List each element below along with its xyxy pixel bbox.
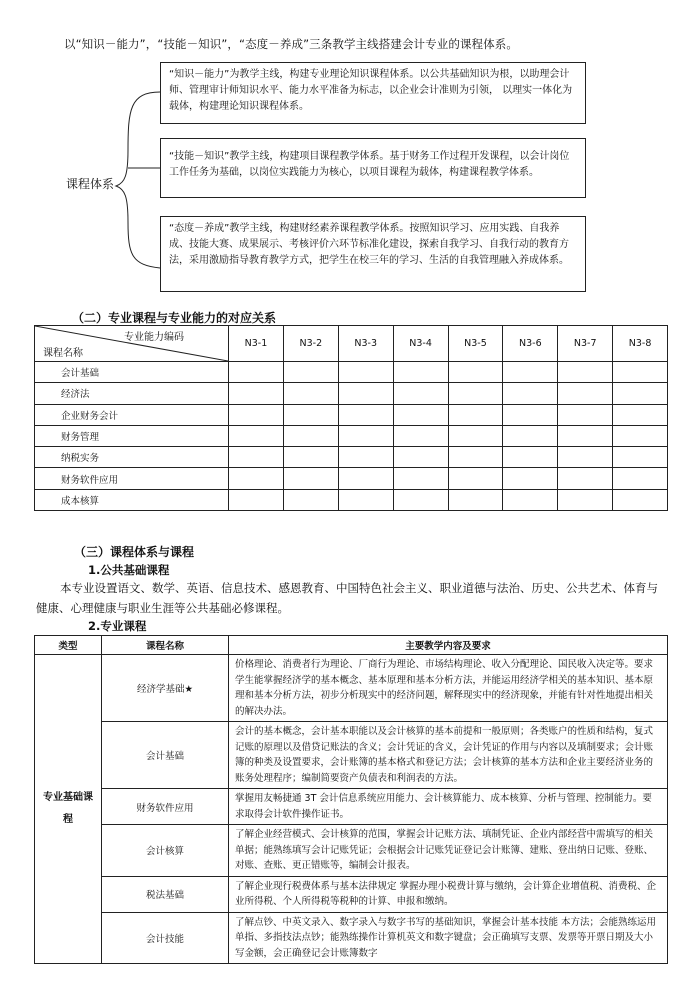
- diagonal-header-cell: [35, 326, 229, 362]
- course-name-cell: 财务软件应用: [35, 468, 229, 489]
- table-row: [35, 489, 668, 510]
- course-name-cell: 企业财务会计: [35, 404, 229, 425]
- ability-mapping-table: [34, 325, 668, 511]
- table-row: [35, 447, 668, 468]
- course-name-cell: 经济法: [35, 383, 229, 404]
- table-row: [35, 362, 668, 383]
- course-system-label: 课程体系: [66, 177, 115, 191]
- intro-text: 以“知识－能力”，“技能－知识”，“态度－养成”三条教学主线搭建会计专业的课程体系。: [64, 37, 518, 51]
- professional-courses-table: [34, 635, 668, 964]
- course-name-cell: 财务软件应用: [102, 789, 229, 825]
- table-row: [35, 468, 668, 489]
- content-header: 主要教学内容及要求: [229, 636, 668, 655]
- code-header: N3-7: [558, 326, 613, 362]
- course-name-cell: 成本核算: [35, 489, 229, 510]
- table-header-row: [35, 636, 668, 655]
- course-name-cell: 经济学基础★: [102, 655, 229, 722]
- course-content-cell: 了解企业经营模式、会计核算的范围，掌握会计记账方法、填制凭证、企业内部经营中需填写的相关单据；能熟练填写会计记账凭证；会根据会计记账凭证登记会计账簿、建账、登出纳日记账、登账、对账、查账、更正错账等，编制会计报表。: [229, 825, 668, 877]
- table-header-row: [35, 326, 668, 362]
- public-courses-paragraph: 本专业设置语文、数学、英语、信息技术、感恩教育、中国特色社会主义、职业道德与法治、历史、公共艺术、体育与健康、心理健康与职业生涯等公共基础必修课程。: [36, 581, 658, 615]
- course-name-cell: 会计基础: [35, 362, 229, 383]
- course-name-cell: 财务管理: [35, 425, 229, 446]
- table-row: [35, 404, 668, 425]
- table-row: [35, 825, 668, 877]
- section3-title: （三）课程体系与课程: [74, 545, 195, 559]
- type-header: 类型: [35, 636, 102, 655]
- section2-title: （二）专业课程与专业能力的对应关系: [72, 311, 277, 325]
- table-row: [35, 655, 668, 722]
- code-header: N3-3: [338, 326, 393, 362]
- course-content-cell: 会计的基本概念，会计基本职能以及会计核算的基本前提和一般原则；各类账户的性质和结构，复式记账的原理以及借贷记账法的含义；会计凭证的含义，会计凭证的作用与内容以及填制要求；会计账簿的种类及设置要求，会计账簿的基本格式和登记方法；会计核算的基本方法和企业主要经济业务的账务处理程序；编制简要资产负债表和利润表的方法。: [229, 722, 668, 789]
- skill-knowledge-box: “技能－知识”教学主线，构建项目课程教学体系。基于财务工作过程开发课程，以会计岗位工作任务为基础，以岗位实践能力为核心，以项目课程为载体，构建课程教学体系。: [160, 138, 586, 198]
- code-header: N3-8: [613, 326, 668, 362]
- code-header: N3-2: [283, 326, 338, 362]
- table-row: [35, 912, 668, 964]
- table-row: [35, 722, 668, 789]
- code-header: N3-5: [448, 326, 503, 362]
- attitude-cultivation-box: “态度－养成”教学主线，构建财经素养课程教学体系。按照知识学习、应用实践、自我养成、技能大赛、成果展示、考核评价六环节标准化建设，探索自我学习、自我行动的教育方法，采用激励指导教育教学方式，把学生在校三年的学习、生活的自我管理融入养成体系。: [160, 216, 586, 292]
- public-courses-heading: 1.公共基础课程: [88, 563, 170, 577]
- course-content-cell: 了解企业现行税费体系与基本法律规定 掌握办理小税费计算与缴纳，会计算企业增值税、消费税、企业所得税、个人所得税等税种的计算、申报和缴纳。: [229, 876, 668, 912]
- course-content-cell: 了解点钞、中英文录入、数字录入与数字书写的基础知识，掌握会计基本技能 本方法；会能熟练运用单指、多指技法点钞；能熟练操作计算机英文和数字键盘；会正确填写支票、发票等开票日期及大小写金额，会正确登记会计账簿数字: [229, 912, 668, 964]
- course-name-header: 课程名称: [102, 636, 229, 655]
- header-course-name-label: 课程名称: [43, 348, 83, 359]
- table-row: [35, 383, 668, 404]
- code-header: N3-1: [229, 326, 284, 362]
- table-row: [35, 425, 668, 446]
- table-row: [35, 789, 668, 825]
- knowledge-ability-box: “知识－能力”为教学主线，构建专业理论知识课程体系。以公共基础知识为根，以助理会计师、管理审计师知识水平、能力水平准备为标志，以企业会计准则为引领， 以理实一体化为载体，构建理论知识课程体系。: [160, 62, 586, 124]
- table-row: [35, 876, 668, 912]
- header-ability-code-label: 专业能力编码: [124, 332, 184, 343]
- course-type-cell: 专业基础课程: [35, 655, 102, 964]
- code-header: N3-6: [503, 326, 558, 362]
- code-header: N3-4: [393, 326, 448, 362]
- course-name-cell: 会计基础: [102, 722, 229, 789]
- course-content-cell: 掌握用友畅捷通 3T 会计信息系统应用能力、会计核算能力、成本核算、分析与管理、控制能力。要求取得会计软件操作证书。: [229, 789, 668, 825]
- course-name-cell: 税法基础: [102, 876, 229, 912]
- course-name-cell: 会计技能: [102, 912, 229, 964]
- professional-courses-heading: 2.专业课程: [88, 619, 147, 633]
- course-content-cell: 价格理论、消费者行为理论、厂商行为理论、市场结构理论、收入分配理论、国民收入决定等。要求学生能掌握经济学的基本概念、基本原理和基本分析方法，并能运用经济学相关的基本知识、基本原理和基本分析方法，初步分析现实中的经济问题，解释现实中的经济现象，并能有针对性地提出相关的解决办法。: [229, 655, 668, 722]
- course-name-cell: 会计核算: [102, 825, 229, 877]
- course-name-cell: 纳税实务: [35, 447, 229, 468]
